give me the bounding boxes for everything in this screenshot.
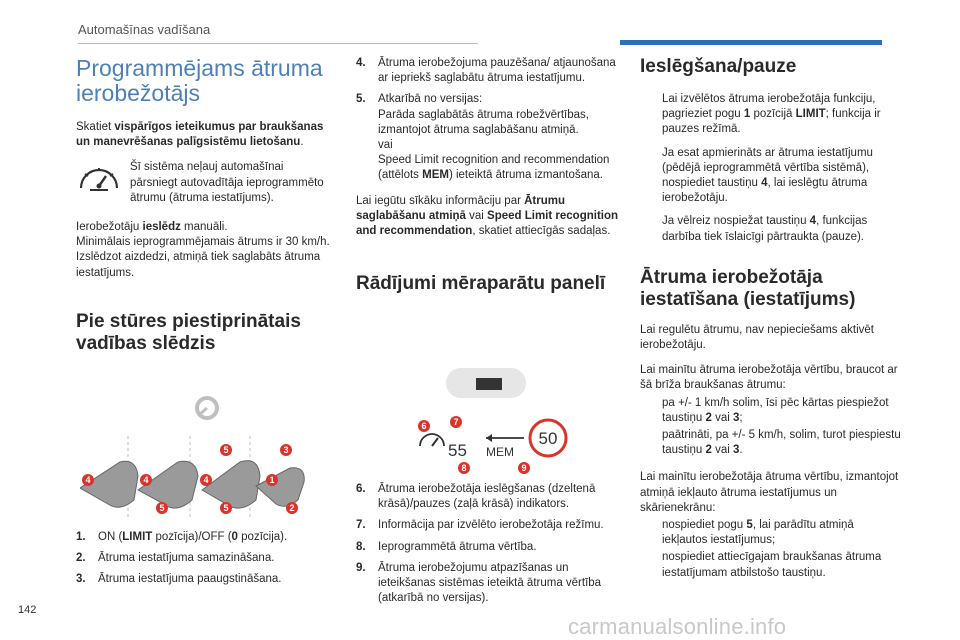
callout-label: 4 [143,475,149,485]
list-item: Ja vēlreiz nospiežat taustiņu 4, funkcijas darbība tiek īslaicīgi pārtraukta (pauze). [640,214,902,244]
list-item: 6. Ātruma ierobežotāja ieslēgšanas (dzeltenā krāsā)/pauzes (zaļā krāsā) indikators. [356,483,596,511]
switch-legend [76,530,338,594]
column-right [640,56,902,589]
bullet-icon [640,146,662,207]
activation-paragraph: Ierobežotāju ieslēdz manuāli. [76,221,228,234]
list-item: 4. Ātruma ierobežojuma pauzēšana/ atjaunošana ar iepriekš saglabātu ātruma iestatījumu. [356,57,616,85]
list-item: 2. Ātruma iestatījuma samazināšana. [76,552,275,565]
bullet-icon [640,396,662,426]
callout-label: 4 [85,475,91,485]
watermark: carmanualsonline.info [568,614,787,639]
setting-heading: Ātruma ierobežotāja iestatīšana (iestatījums) [640,266,856,310]
speed-limiter-indicator-icon [420,434,444,446]
list-item: 9. Ātruma ierobežojumu atpazīšanas un ieteikšanas sistēmas ieteiktā ātruma vērtība (atkarībā no versijas). [356,561,602,605]
callout-label: 7 [453,417,459,427]
instrument-panel-illustration [416,366,570,480]
bullet-icon [640,518,662,548]
callout-label: 9 [521,463,527,473]
callout-label: 5 [223,445,229,455]
system-note [76,160,338,206]
memory-paragraph: Lai mainītu ierobežotāja ātruma vērtību, izmantojot atmiņā iekļauto ātruma iestatījumus un skārienekrānu: [640,471,899,514]
steering-switch-illustration [80,396,310,520]
intro-paragraph: Skatiet vispārīgos ieteikumus par braukšanas un manevrēšanas palīgsistēmu lietošanu. [76,121,324,149]
bullet-icon [640,550,662,580]
running-header: Automašīnas vadīšana [78,22,211,37]
speed-limiter-icon [76,160,122,194]
page-number: 142 [18,604,37,616]
bullet-icon [640,92,662,138]
list-item: paātrināti, pa +/- 5 km/h, solim, turot piespiestu taustiņu 2 vai 3. [640,428,902,458]
header-rule [78,43,478,44]
callout-label: 1 [269,475,275,485]
list-item: 1. ON (LIMIT pozīcija)/OFF (0 pozīcija). [76,531,288,543]
bullet-icon [640,428,662,458]
list-item: nospiediet attiecīgajam braukšanas ātruma iestatījumam atbilstošo taustiņu. [640,550,902,580]
bullet-icon [640,214,662,244]
dashboard-heading: Rādījumi mēraparātu panelī [356,273,606,295]
header-accent-bar [620,40,882,45]
callout-label: 5 [223,503,229,513]
dashboard-legend [356,482,620,612]
switch-heading: Pie stūres piestiprinātais vadības slēdzis [76,310,301,354]
list-item: 8. Ieprogrammētā ātruma vērtība. [356,540,537,553]
list-item: 5. Atkarībā no versijas: Parāda saglabātās ātruma robežvērtības, izmantojot ātruma saglabāšanu atmiņā. vai Speed Limit recognition and recommendation (attēlots MEM) ieteiktā ātruma izmantošana. [356,93,610,182]
column-middle [356,56,620,295]
list-item: nospiediet pogu 5, lai parādītu atmiņā iekļautos iestatījumus; [640,518,902,548]
setting-paragraph: Lai regulētu ātrumu, nav nepieciešams aktivēt ierobežotāju. [640,323,874,352]
minimum-speed-text: Minimālais ieprogrammējamais ātrums ir 30 km/h. [76,236,330,249]
system-note-text: Šī sistēma neļauj automašīnai pārsniegt autovadītāja ieprogrammēto ātrumu (ātruma iestatījums). [130,161,324,204]
list-item: 3. Ātruma iestatījuma paaugstināšana. [76,573,282,586]
memory-note-text: Izslēdzot aizdedzi, atmiņā tiek saglabāts ātruma iestatījums. [76,251,321,279]
list-item: Lai izvēlētos ātruma ierobežotāja funkciju, pagrieziet pogu 1 pozīcijā LIMIT; funkcija ir pauzes režīmā. [640,92,902,138]
info-paragraph: Lai iegūtu sīkāku informāciju par Ātrumu saglabāšanu atmiņā vai Speed Limit recognition and recommendation, skatiet attiecīgās sadaļas. [356,194,619,238]
steering-wheel-icon [195,396,219,420]
mem-label: MEM [486,445,514,459]
activation-heading: Ieslēgšana/pauze [640,56,797,77]
page-title: Programmējams ātruma ierobežotājs [76,55,323,106]
callout-label: 6 [421,421,427,431]
recommended-speed-sign: 50 [538,429,558,448]
programmed-speed: 55 [448,441,467,460]
change-paragraph: Lai mainītu ātruma ierobežotāja vērtību, braucot ar šā brīža braukšanas ātrumu: [640,364,898,392]
list-item: Ja esat apmierināts ar ātruma iestatījumu (pēdējā ieprogrammētā vērtība sistēmā), nospiediet taustiņu 4, lai ieslēgtu ātruma ierobežotāju. [640,146,902,207]
callout-label: 4 [203,475,209,485]
callout-label: 8 [461,463,467,473]
callout-label: 2 [289,503,295,513]
callout-label: 5 [159,503,165,513]
list-item: pa +/- 1 km/h solim, īsi pēc kārtas piespiežot taustiņu 2 vai 3; [640,396,902,426]
callout-label: 3 [283,445,289,455]
column-left [76,56,338,355]
list-item: 7. Informācija par izvēlēto ierobežotāja režīmu. [356,519,604,532]
